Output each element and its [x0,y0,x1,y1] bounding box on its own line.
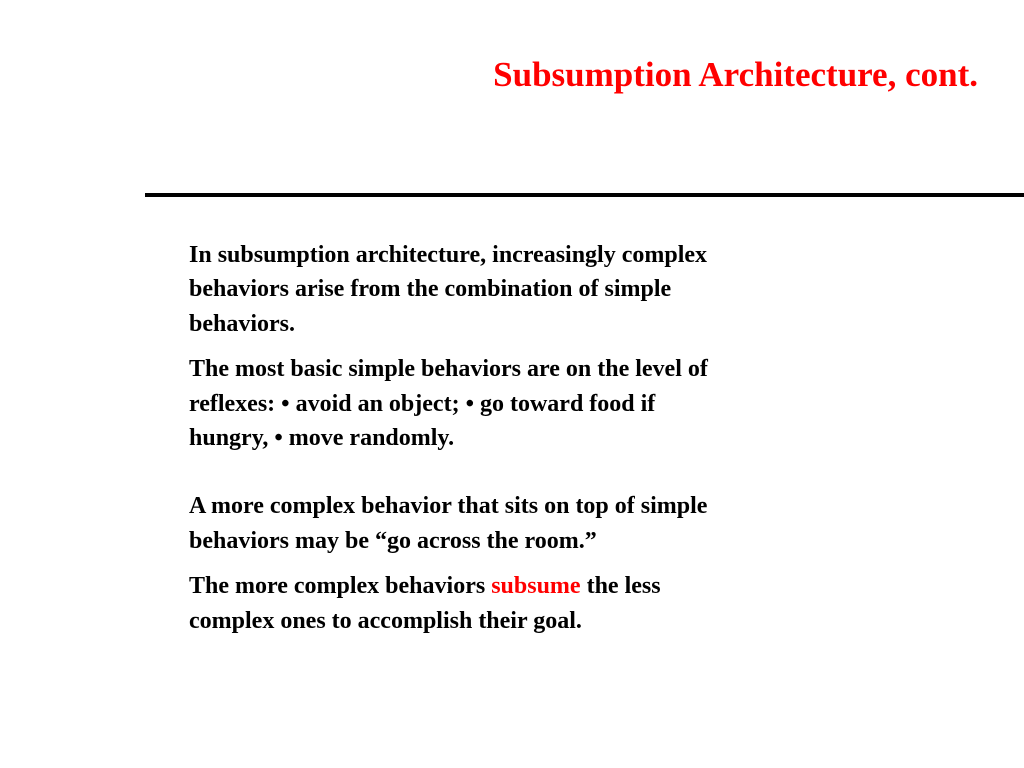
text-line: The more complex behaviors [189,573,492,600]
text-line: behaviors. [189,310,296,337]
text-line: reflexes: • avoid an object; • go toward food if [189,390,656,417]
text-line: behaviors arise from the combination of simple [189,276,672,303]
slide-body [189,238,839,638]
title-divider [145,193,1024,197]
paragraph-subsume [189,569,839,638]
text-line: the less [580,573,661,600]
text-line: A more complex behavior that sits on top of simple [189,493,708,520]
text-line: In subsumption architecture, increasingly complex [189,242,708,268]
text-line: The most basic simple behaviors are on the level of [189,356,708,383]
text-line: hungry, • move randomly. [189,425,455,452]
paragraph-complex-behavior [189,489,839,558]
paragraph-basic-behaviors [189,352,839,455]
paragraph-subsumption-definition [189,238,839,341]
highlight-subsume: subsume [491,573,581,600]
text-line: complex ones to accomplish their goal. [189,607,582,634]
slide-title: Subsumption Architecture, cont. [493,55,978,94]
text-line: behaviors may be “go across the room.” [189,527,597,554]
